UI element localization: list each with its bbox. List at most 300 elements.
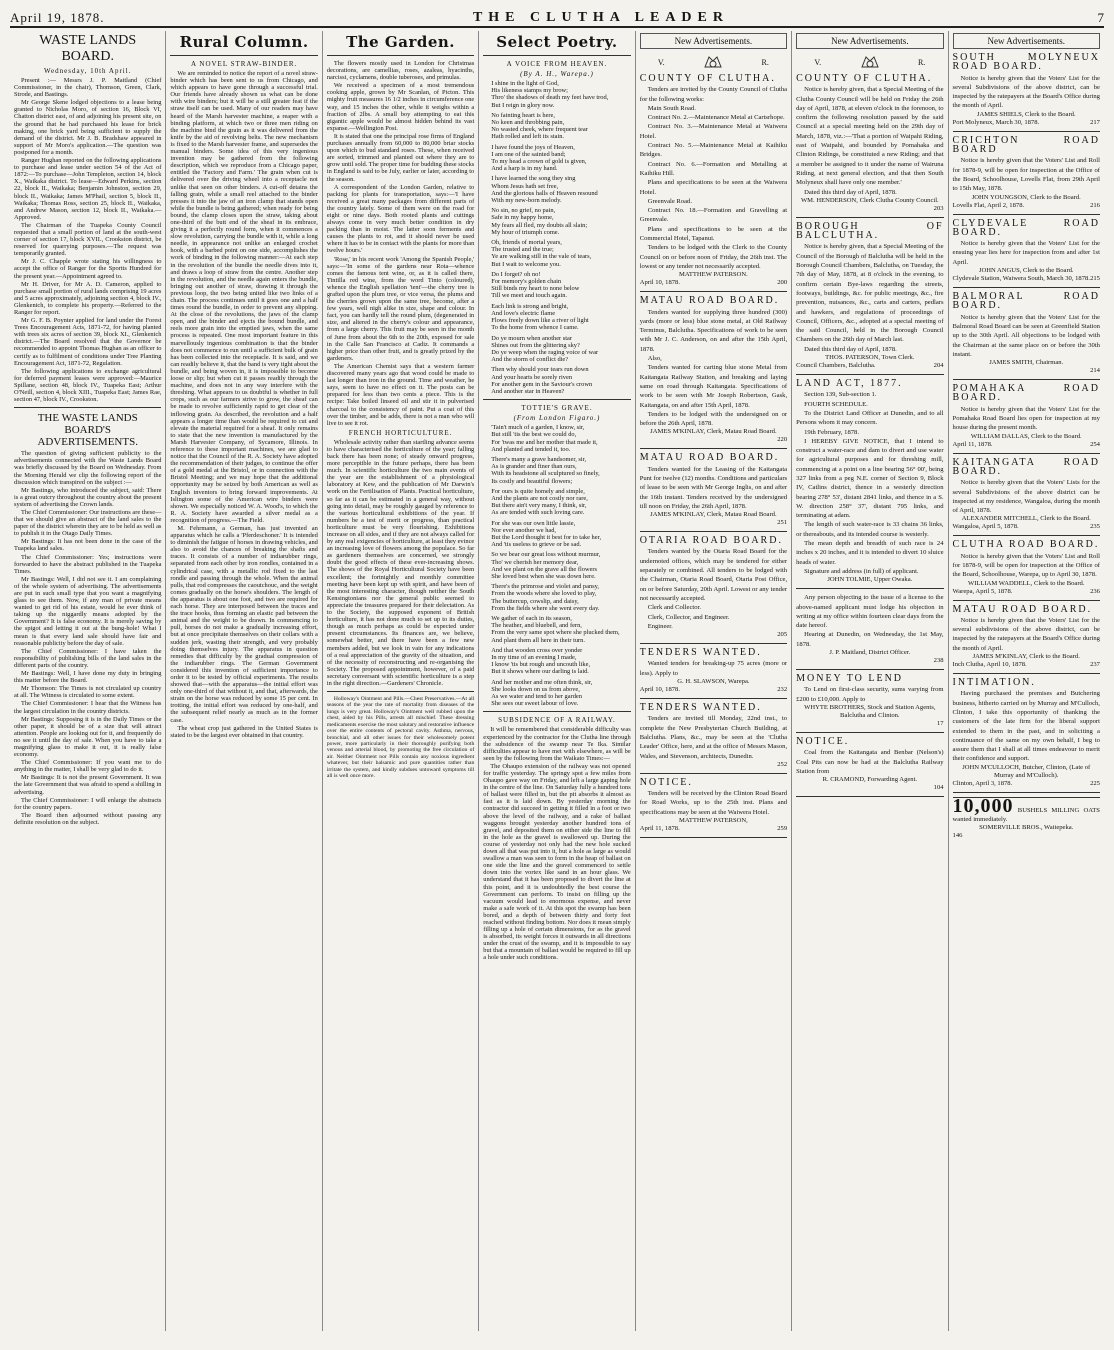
poem-line: Each link is strong and bright, bbox=[491, 302, 569, 310]
poem-line: For 'twas me and her mother that made it, bbox=[491, 438, 598, 446]
advertisement bbox=[953, 605, 1100, 674]
ad-number: 220 bbox=[777, 436, 788, 444]
advertisement bbox=[796, 737, 943, 797]
ad-text: Tenders will be received by the Clinton Road Board for Road Works, up to the 25th inst. Plans and specifications may be seen at the Waiwera Hotel. bbox=[639, 790, 788, 816]
bushels-number: 10,000 bbox=[952, 794, 1014, 817]
poem-line: My fears all fled, my doubts all slain; bbox=[491, 221, 588, 229]
paragraph: Mr Bastings: Well, I have done my duty in bringing this matter before the Board. bbox=[14, 670, 162, 685]
ads-list bbox=[796, 74, 943, 797]
paragraph: Mr Bastings: It has not been done in the case of the Tuapeka land sales. bbox=[14, 538, 162, 553]
poem-body bbox=[483, 424, 630, 707]
poem-line: Ye are walking still in the vale of tears, bbox=[491, 253, 592, 261]
poem-line: No fainting heart is here, bbox=[491, 111, 555, 119]
divider bbox=[327, 691, 474, 692]
poem-line: I have found the joys of Heaven, bbox=[491, 143, 575, 151]
divider bbox=[640, 773, 787, 774]
ad-heading: NOTICE. bbox=[639, 776, 693, 788]
ad-heading: TENDERS WANTED. bbox=[639, 647, 762, 659]
ad-number: 254 bbox=[1090, 440, 1100, 448]
divider bbox=[953, 600, 1100, 601]
poem-line: And a harp is in my hand. bbox=[491, 165, 558, 173]
poem-line: I shine in the light of God, bbox=[491, 80, 559, 87]
paragraph: Mr Bastings: It is not the present Government. It was the late Government that was afraid to spend a shilling in advertising. bbox=[14, 774, 162, 796]
vr-left: V. bbox=[657, 57, 665, 67]
divider bbox=[640, 291, 787, 292]
section-heading: Select Poetry. bbox=[496, 33, 618, 51]
ad-signature: WILLIAM DALLAS, Clerk to the Board. bbox=[970, 432, 1082, 440]
ad-date: Council Chambers, Balclutha. bbox=[796, 362, 876, 370]
section-heading: THE WASTE LANDS BOARD'S ADVERTISEMENTS. bbox=[37, 412, 138, 449]
poem-line: I have learned the song they sing bbox=[491, 175, 576, 183]
paragraph: Wholesale activity rather than startling advance seems to have characterised the horticulture of the year; falling back there has been none; of steady onward progress, more perceptible in the future perhaps, there has been much. In scientific horticulture the two main events of the year are the establishment of a physiological laboratory at Kew, and the publication of Mr Darwin's work on the Fertilisation of Plants. Practical horticulture, so far as it can be estimated in a general way, without going into detail, may be roughly gauged by reference to the various horticultural exhibitions of the year. If numbers be a test of merit or progress, than practical horticulture must be very flourishing. Exhibitions increase on all sides, and if they are not always called for by any real exigencies of horticulture, at least they evince an increasing love of flowers among the populace. So far as gardeners themselves are concerned, we strongly doubt the good effects of these ever-increasing shows. The shows of the Royal Horticultural Society have been excellent; the fortnightly and monthly committee meeting have been kept up with spirit, and have been of the most interesting character, though neither the South Kensingtonians nor the general public seemed to appreciate the treasures prepared for their delectation. As to the Society, the supposed exponent of British horticulture, it has not done much to set up to its duties, though as much perhaps as could be expected under present circumstances. Its finances are, we believe, somewhat better, and there have been a few new members added, but we look in vain for any indications of a real appreciation of the gravity of the situation, and of the necessity of reconstructing and re-organising the Society. The proposed appointment, however, of a paid secretary conversant with scientific horticulture is a step in the right direction.—Gardeners' Chronicle. bbox=[326, 438, 475, 687]
ad-text: Notice is hereby given that the Voters' List for the Balmoral Road Board can be seen at Greenfield Station up to the 30th April. All objections to be lodged with the Chairman at the same place on or before the 30th instant. bbox=[952, 313, 1100, 358]
ad-number: 104 bbox=[933, 784, 944, 792]
ad-signature: WILLIAM WADDELL, Clerk to the Board. bbox=[967, 579, 1085, 587]
ad-date: Clinton, April 3, 1878. bbox=[952, 779, 1013, 787]
poem-line: Oh, friends of mortal years, bbox=[491, 239, 562, 247]
ad-signature: THOS. PATERSON, Town Clerk. bbox=[825, 354, 915, 362]
divider bbox=[796, 217, 943, 218]
ad-text: Engineer. bbox=[647, 622, 673, 630]
paragraph: We received a specimen of a most tremendous cooking apple, grown by Mr Scanlan, of Picton. This mighty fruit measures 16 1/2 inches in circumference one way, and 15 inches the other, while it weighs within a fraction of 2lbs. A small boy attempting to eat this gigantic apple would be almost hidden behind its vast expanse.—Wellington Post. bbox=[326, 82, 475, 132]
advertisement bbox=[953, 678, 1100, 793]
paragraph: Mr Bastings, who introduced the subject, said: There is a great outcry throughout the country about the present system of advertising the Crown lands. bbox=[14, 486, 162, 508]
ads-header: New Advertisements. bbox=[953, 33, 1100, 49]
ad-signature: JOHN M'CULLOCH, Butcher, Clinton, (Late of Murray and M'Culloch). bbox=[962, 763, 1091, 779]
poem-line: With my new-born melody. bbox=[491, 197, 562, 205]
poem-line: She looks down on us from above, bbox=[491, 685, 580, 693]
advertisement bbox=[796, 222, 943, 375]
poem-line: Its costly and beautiful flowers; bbox=[491, 477, 573, 485]
divider bbox=[953, 673, 1100, 674]
paragraph: Mr Bastings: Well, I did not see it. I am complaining of the whole system of advertising. The advertisements are put in such small type that you want a magnifying glass to see them. Now, if any man of private means wanted to get rid of his estate, would he ever think of taking up the niggardly means adopted by the Government? It is false economy. It is merely saving by the spigot and letting it out at the bung-hole! What I mean is that every land sale should have fair and reasonable publicity before the day of sale. bbox=[14, 575, 162, 647]
ads-header: New Advertisements. bbox=[796, 33, 943, 49]
section-heading: WASTE LANDS BOARD. bbox=[39, 33, 137, 64]
divider bbox=[640, 531, 787, 532]
poem-line: In my time of an evening I made, bbox=[491, 654, 577, 662]
poem-line: Shines out from the glittering sky? bbox=[491, 341, 580, 349]
advertisement bbox=[640, 296, 787, 449]
ad-heading: MATAU ROAD BOARD. bbox=[952, 603, 1093, 615]
ad-text: Contract No. 18.—Formation and Gravelling at Greenvale. bbox=[639, 207, 788, 224]
poem-author: (From London Figaro.) bbox=[513, 414, 601, 423]
ad-number: 236 bbox=[1090, 587, 1100, 595]
poem-line: And the plants are not costly nor rare, bbox=[491, 494, 588, 502]
paragraph: The Chief Commissioner: Yes; instructions were forwarded to have the abstract published in the Tuapeka Times. bbox=[14, 553, 162, 575]
advertisement bbox=[640, 778, 787, 838]
poem-line: The trusted and the true; bbox=[491, 246, 554, 254]
ad-heading: LAND ACT, 1877. bbox=[796, 378, 903, 390]
bushels-ad bbox=[952, 794, 1100, 841]
paragraph: The Ohaupo extension of the railway was not opened for traffic yesterday. The springy spot a few miles from Ohaupo gave way on Friday, and left a large gaping hole in the centre of the line. On Saturday fully a hundred tons of ballast were filled in, but the pit absorbs it almost as fast as it is laid down. By yesterday morning the contractor did succeed in getting it filled in a foot or two above the level of the railway, and a rake of ballast waggons brought yesterday another hundred tons of gravel, and deposited them on either side the line to fill in the hole as the gravel is swallowed up. During the course of yesterday not only had the new hole sucked down all that was put into it, but a hole as large as would swallow a man was seen to form in the heap of ballast on one side the line and the gravel commenced to settle down into the vortex like sand in an hour glass. We understand that it has been proposed to divert the line at this point, and it is undoubtedly the best course the Government can perform. To insist on filling up the vacuum would lead to enormous expense, and never make a safe work of it. At this spot the swamp has been bored, and a depth of between thirty and forty feet reached without finding bottom. Nor does it mean simply filling up a hole of certain dimensions, for as the gravel is absorbed, its weight forces it outwards in all directions under the crust of the swamp, and it is impossible to say but that a mountain of ballast would be required to fill up a hole under such conditions. bbox=[483, 762, 631, 962]
ad-signature: WHYTE BROTHERS, Stock and Station Agents, Balclutha and Clinton. bbox=[804, 703, 936, 719]
poem-line: And 'tis useless to grieve or be sad. bbox=[491, 541, 582, 549]
poem-line: His likeness stamps my brow; bbox=[491, 87, 568, 95]
paragraph: Mr H. Driver, for Mr A. D. Cameron, applied to purchase small portion of rural lands comprising 19 acres and 5 acres approximately, adjoining section 4, block IV., Glenkenich, to complete his property.—Referred to the Ranger for report. bbox=[14, 280, 162, 316]
advertisement bbox=[640, 74, 787, 292]
poem-line: But still 'tis the best we could do, bbox=[491, 431, 577, 439]
ad-number: 146 bbox=[952, 832, 963, 840]
ad-text: Notice is hereby given, that a Special Meeting of the Council of the Borough of Balclutha will be held in the Borough Council Chambers, Balclutha, on Tuesday, the 7th day of May, 1878, at 8 o'clock in the evening, to confirm certain Bye-laws regarding the streets, footways, buildings, &c. for public meetings, &c., fire prevention, nuisances, &c., carts and carters, pedlars and hawkers, and regulations of proceedings of Council, Officers, &c., adopted at a special meeting of the said Council, held in the Borough Council Chambers on the 26th day of March last. bbox=[796, 243, 944, 344]
masthead bbox=[10, 6, 1104, 28]
article-body bbox=[327, 60, 474, 427]
ad-signature: MATTHEW PATERSON. bbox=[678, 271, 748, 279]
poem-line: For memory's golden chain bbox=[491, 278, 562, 286]
advertisement bbox=[953, 53, 1100, 132]
column-ads-3 bbox=[948, 31, 1104, 1331]
paragraph: The Board then adjourned without passing any definite resolution on the subject. bbox=[14, 811, 162, 826]
poem-line: I know 'tis but rough and uncouth like, bbox=[491, 661, 591, 669]
ad-number: 203 bbox=[933, 204, 944, 212]
paragraph: Mr George Skene lodged objections to a lease being granted to Nicholas Moro, of section 16, Block VI, Chatton district east, of and adjoining his present site, on the ground that he had purchased his lease for brick making, one brick yard being sufficient to supply the demand of the district. Mr J. B. Bradshaw appeared in support of Mr Moro's application.—The question was postponed for a month. bbox=[14, 99, 162, 156]
poem-line: From the very same spot where she plucked them, bbox=[491, 629, 620, 637]
paragraph: Mr J. C. Chapple wrote stating his willingness to accept the office of Ranger for the Sportts Hundred for the present year.—Appointment agreed to. bbox=[14, 258, 162, 280]
ads-list bbox=[953, 53, 1100, 793]
ad-text: Notice is hereby given that the Voters' List and Roll for 1878-9, will be open for inspection at the Office of the Board, Schoolhouse, Warepa, up to April 30, 1878. bbox=[952, 552, 1100, 579]
ad-number: 251 bbox=[777, 519, 788, 527]
ad-date: April 10, 1878. bbox=[639, 686, 680, 694]
poem-body bbox=[483, 80, 630, 395]
article-body bbox=[327, 439, 474, 687]
poem-line: And we plant on the grave all the flowers bbox=[491, 565, 598, 573]
poem-line: No keen and throbbing pain, bbox=[491, 119, 565, 127]
ad-number: 214 bbox=[1090, 367, 1100, 375]
ad-number: 237 bbox=[1090, 661, 1100, 669]
divider bbox=[796, 374, 943, 375]
ad-heading: CLYDEVALE ROAD BOARD. bbox=[952, 217, 1100, 238]
ad-text: Clerk, Collector, and Engineer. bbox=[647, 613, 730, 621]
ad-text: Greenvale Road. bbox=[647, 197, 692, 205]
royal-arms bbox=[640, 53, 787, 71]
ad-text: I HEREBY GIVE NOTICE, that I intend to construct a water-race and dam to divert and use water for agricultural purposes and for threshing mill, commencing at a point on a line bearing 56° 00', being 327 links from a peg N.E. corner of Section 9, Block IV, Catlins district, thence in a westerly direction bearing 278° 53', distant 2841 links, and thence in a S. W. direction 258° 37', distant 795 links, and terminating at adam. bbox=[796, 437, 944, 520]
column-garden bbox=[322, 31, 478, 1331]
poem-line: There's the primrose and violet and pansy, bbox=[491, 583, 600, 591]
ads-header: New Advertisements. bbox=[640, 33, 787, 49]
ad-signature: JAMES M'KINLAY, Clerk, Matau Road Board. bbox=[650, 428, 777, 436]
poem-line: From the fields where she went every day. bbox=[491, 604, 600, 612]
ad-text: Notice is hereby given that the Voters' Lists for the several Subdivisions of the above district can be inspected at my residence, Wangaloa, during the month of April, 1878. bbox=[952, 479, 1100, 515]
royal-arms bbox=[796, 53, 943, 71]
ad-text: FOURTH SCHEDULE. bbox=[804, 400, 868, 408]
advert-footnote: Holloway's Ointment and Pills.—Chest Preservatives.—At all seasons of the year the rate of mortality from diseases of the lungs is very great. Holloway's Ointment well rubbed upon the chest, aided by his Pills, arrests all mischief. These dressing medicaments exercise the most salutary and restorative influence over the entire contents of pectoral cavity. Asthma, nervous, bronchial, and all other issues for their wholesomely potent power, more particularly in their thoroughly purifying both venous and arterial blood, by promoting the free circulation of air. Neither Ointment nor Pills contain any noxious ingredient whatever, but their balsamic and pure quantities rather than irritate the system, and kindly subdues untoward symptoms till all is well once more. bbox=[326, 696, 475, 779]
ad-heading: INTIMATION. bbox=[952, 677, 1036, 689]
ad-text: To Lend on first-class security, sums varying from £200 to £10,000. Apply to bbox=[796, 686, 944, 703]
page-number: 7 bbox=[1097, 10, 1104, 25]
ad-signature: JOHN YOUNGSON, Clerk to the Board. bbox=[971, 193, 1081, 201]
ad-signature: MATTHEW PATERSON, bbox=[678, 817, 748, 824]
ad-date: Wangaloa, April 5, 1878. bbox=[952, 523, 1019, 531]
poem-line: But I reign in glory now. bbox=[491, 101, 555, 109]
poem-line: And the storm of conflict die? bbox=[491, 356, 569, 364]
divider bbox=[953, 214, 1100, 215]
ad-heading: MATAU ROAD BOARD. bbox=[639, 452, 780, 464]
advertisement bbox=[953, 292, 1100, 380]
ad-number: 204 bbox=[933, 362, 944, 370]
divider bbox=[953, 535, 1100, 536]
paragraph: The flowers mostly used in London for Christmas decorations, are camellias, roses, azaleas, hyacinths, narcissi, cyclamens, double tuberoses, and primulas. bbox=[326, 60, 475, 82]
advertisement bbox=[953, 384, 1100, 453]
paragraph: The Chief Commissioner: Our instructions are these—that we should give an abstract of the land sales to the paper of the district wherein they are to be held as well as to publish it in the Otago Daily Times. bbox=[14, 508, 162, 538]
ad-text: Contract No. 6.—Formation and Metalling at Kaihiku Hill. bbox=[639, 160, 788, 177]
ad-heading: OTARIA ROAD BOARD. bbox=[639, 535, 783, 547]
poem-line: Do ye mourn when another star bbox=[491, 334, 573, 342]
advertisement bbox=[640, 703, 787, 774]
paragraph: The American Chemist says that a western farmer discovered many years ago that wood could be made to last longer than iron in the ground. Time and weather, he says, seem to have no effect on it. The posts can be prepared for less than two cents a piece. This is the recipe: Take boiled linseed oil and stir it in pulverised charcoal to the consistency of paint. Put a coat of this over the timber, and be adds, there is not a man who will live to see it rot. bbox=[326, 362, 475, 427]
paragraph: It is stated that one the principal rose firms of England purchases annually from 60,000 to 80,000 briar stocks upon which to bud standard roses. These, when received are sorted, trimmed and planted out where they are to grow until sold. The proper time for budding these stocks in England is said to be July, earlier or later, according to the season. bbox=[326, 132, 475, 183]
paragraph: Mr Thomson: The Times is not circulated up country at all. The Witness is circulated to some extent. bbox=[14, 685, 162, 700]
subheading: SUBSIDENCE OF A RAILWAY. bbox=[498, 716, 616, 725]
advertisement bbox=[953, 136, 1100, 215]
article-body bbox=[483, 726, 630, 961]
divider bbox=[483, 399, 630, 400]
ad-text: Plans and specifications to be seen at the Commercial Hotel, Tapanui. bbox=[639, 225, 788, 243]
ad-text: Contract No. 5.—Maintenance Metal at Kaihiku Bridges. bbox=[639, 142, 788, 159]
paragraph: The Chief Commissioner: I hear that the Witness has the largest circulation in the country districts. bbox=[14, 700, 162, 715]
ad-signature: JAMES M'KINLAY, Clerk to the Board. bbox=[972, 653, 1080, 661]
crest-icon bbox=[858, 53, 882, 71]
ad-number: 259 bbox=[777, 825, 788, 832]
divider bbox=[170, 55, 317, 56]
ad-text: Notice is hereby given that the Voters' List for the several subdivisions of the above district, can be inspected by the ratepayers at the Board's Office during the month of April. bbox=[952, 616, 1100, 652]
poem-line: But there ain't very many, I think, sir, bbox=[491, 502, 587, 510]
advertisement bbox=[796, 593, 943, 670]
ad-number: 215 bbox=[1090, 275, 1100, 283]
ad-text: Signature and address (in full) of applicant. bbox=[804, 567, 919, 575]
ad-date: Inch Clutha, April 10, 1878. bbox=[952, 661, 1027, 669]
ad-number: 238 bbox=[933, 657, 944, 665]
divider bbox=[483, 711, 630, 712]
advertisement bbox=[796, 674, 943, 733]
ad-signature: G. H. SLAWSON, Warepa. bbox=[677, 678, 750, 686]
ad-text: Contract No. 3.—Maintenance Metal at Waiwera Hotel. bbox=[639, 123, 788, 140]
paragraph: The Chief Commissioner: I have taken the responsibility of publishing bills of the land sales in the different parts of the country. bbox=[14, 647, 162, 669]
ad-date: April 10, 1878. bbox=[639, 279, 680, 287]
ad-heading: TENDERS WANTED. bbox=[639, 702, 762, 714]
advertisement bbox=[640, 453, 787, 532]
poem-line: And love's electric flame bbox=[491, 309, 556, 317]
paragraph: It will be remembered that considerable difficulty was experienced by the contractor for the Clutha line through the subsidence of the swamp near Te Ika. Similar difficulties appear to have met with elsewhere, as will be seen by the following from the Waikato Times:— bbox=[483, 726, 631, 762]
poem-line: We gather of each in its season, bbox=[491, 615, 572, 622]
divider bbox=[953, 379, 1100, 380]
ad-number: 225 bbox=[1090, 779, 1100, 787]
paragraph: The Chief Commissioner: If you want me to do anything in the matter, I shall be very glad to do it. bbox=[14, 759, 162, 774]
ad-text: Tenders to be lodged with the Clerk to the County Council on or before noon of Friday, the 26th inst. The lowest or any tender not necessarily accepted. bbox=[639, 244, 788, 270]
poem-line: Do I forget? oh no! bbox=[491, 270, 541, 278]
article-body bbox=[14, 450, 161, 826]
masthead-date: April 19, 1878. bbox=[10, 10, 105, 25]
ad-text: Notice is hereby given that the Voters' List for the several Subdivisions of the above district, can be inspected by the ratepayers at the Board's Office during the month of April. bbox=[952, 74, 1100, 110]
poem-line: So we bear our great loss without murmur, bbox=[491, 551, 601, 559]
ad-text: Also, bbox=[647, 355, 662, 363]
ad-text: Main South Road. bbox=[647, 104, 696, 112]
paragraph: 'Rose,' in his recent work 'Among the Spanish People,' says:—'In some of the gardens near Rota—whence comes the famous tent wine, or, as it is called there, Tintilla red wine, from the word Tinto (coloured), whence the English spellation 'tent'—the cherry tree is grafted upon the plum tree, or vice versa, the plums and the cherries grown upon the same tree, become, after a few years, well nigh alike in size, shape and colour. In fact, you can hardly tell the round plum, (degenerated in size, and altered in the cherry's colour and appearance, from a large cherry. This fruit may be seen in the month of June from about the 6th to the 20th, exposed for sale in the Calle San Francisco at Cadiz. It commands a higher price than other fruit, and is greatly prized by the gardeners. bbox=[326, 255, 475, 362]
paragraph: The wheat crop just gathered in the United States is stated to be the largest ever obtained in that country. bbox=[170, 724, 318, 739]
poem-line: But the Lord thought it best for to take her, bbox=[491, 533, 602, 541]
divider bbox=[796, 796, 943, 797]
poem-line: And your hearts be sorely riven bbox=[491, 373, 573, 381]
ad-heading: COUNTY OF CLUTHA. bbox=[796, 73, 933, 84]
section-heading: The Garden. bbox=[346, 33, 456, 51]
paragraph: Present :— Messrs J. P. Maitland (Chief Commissioner, in the chair), Thomson, Green, Clark, Strode, and Bastings. bbox=[14, 77, 162, 99]
ad-signature: ALEXANDER MITCHELL, Clerk to the Board. bbox=[961, 515, 1091, 523]
ad-text: Notice is hereby given that the Voters' List for the Pomahaka Road Board lies open for inspection at my house during the present month. bbox=[952, 405, 1100, 432]
poem-line: And her mother and me often think, sir, bbox=[491, 678, 593, 686]
column-rural bbox=[165, 31, 321, 1331]
poem-line: Do ye weep when the raging voice of war bbox=[491, 348, 599, 356]
paragraph: Mr Bastings: Supposing it is in the Daily Times or the other paper, it should be of a size that will attract attention. People are looking out for it, and frequently do no see it until the day of sale. When you have to take a magnifying glass to make it out, it is really false economy. bbox=[14, 715, 162, 759]
paragraph: Mr G. F. B. Poynter applied for land under the Forest Trees Encouragement Acts, 1871-72, for having planted with trees six acres of section 39, block XI., Glenkenich district.—The Board resolved that the Governor be recommended to appoint Thomas Hughan as an officer to certify as to fulfilment of conditions under Tree Planting Encouragement Act, 1871-72, Regulation. bbox=[14, 317, 162, 367]
ad-number: 232 bbox=[777, 686, 788, 694]
poem-line: And another star in Heaven? bbox=[491, 387, 565, 395]
ad-heading: KAITANGATA ROAD BOARD. bbox=[952, 456, 1100, 477]
ad-signature: WM. HENDERSON, Clerk Clutha County Council. bbox=[800, 196, 939, 204]
divider bbox=[14, 407, 161, 408]
poem-line: Still binds my heart to none below bbox=[491, 285, 580, 293]
ad-signature: JOHN ANGUS, Clerk to the Board. bbox=[978, 267, 1074, 275]
column-waste-lands bbox=[10, 31, 165, 1331]
poem-line: Whom Jesus hath set free, bbox=[491, 182, 559, 190]
ad-text: Any person objecting to the issue of a license to the above-named applicant must lodge his objection in writing at my office within fourteen clear days from the date hereof. bbox=[796, 594, 944, 630]
divider bbox=[327, 55, 474, 56]
ad-heading: NOTICE. bbox=[796, 735, 850, 747]
ad-heading: MONEY TO LEND bbox=[796, 673, 904, 685]
vr-right: R. bbox=[917, 57, 926, 67]
ad-number: 200 bbox=[777, 279, 788, 287]
ad-text: Tenders are invited by the County Council of Clutha for the following works: bbox=[639, 86, 788, 103]
poem-line: But I wait to welcome you. bbox=[491, 260, 561, 268]
ad-text: To the District Land Officer at Dunedin, and to all Persons whom it may concern. bbox=[796, 409, 944, 427]
paragraph: The following applications to exchange agricultural for deferred payment leases were approved:—Maurice Spillane, section 48, block IV., Tuapeka East; Arthur O'Neill, section 4, block XIII., Tuapeka East; James Rae, section 47, block IV., Crookston. bbox=[14, 367, 162, 404]
poem-line: And planted and tended it, too. bbox=[491, 445, 571, 453]
article-body bbox=[170, 70, 317, 739]
poem-line: Hath rolled and left its stain. bbox=[491, 133, 565, 141]
column-ads-2 bbox=[791, 31, 947, 1331]
ad-text: Hearing at Dunedin, on Wednesday, the 1st May, 1878. bbox=[796, 631, 944, 648]
ad-signature: JAMES SMITH, Chairman. bbox=[989, 359, 1064, 367]
ad-text: Notice is hereby given that the Voters' List and Roll for 1878-9, will be open for inspection at the Office of the Board, Schoolhouse, Lovells Flat, from 29th April to 15th May, 1878. bbox=[952, 157, 1100, 193]
poem-line: For she was our own little lassie, bbox=[491, 519, 576, 527]
divider bbox=[640, 448, 787, 449]
poem-line: And that wooden cross over yonder bbox=[491, 646, 583, 654]
paragraph: We are reminded to notice the report of a novel straw-binder which has been sent to us from Chicago, and which appears to have gone through a successful trial. Our friends have already shown us what can be done with wire binders; but it will be a still greater feat if the straw itself can be used. Many of our readers may have heard of the Marsh harvester machine, a reaper with a binding platform, at which two or three men riding on the machine bind the grain as it was delivered from the knife by the aid of revolving belts. The new mechanism is fixed to the Marsh harvester frame, and supersedes the manual binders. Some idea of this very ingenious invention may be gathered from the following description, which we reproduce from a Chicago paper, entitled the 'Factory and Farm.' The grain when cut is delivered over the driving wheel into a receptacle not unlike that seen on other binders. A cut-off detains the falling grain, while a small reel attached to the binder presses it into the jaw of an iron clamp that stands open while the bundle is being gathered; when ready for being bound, the clamp closes upon the straw, taking about one-third of the butt end of the sheaf in its embrace, giving it a perfectly round form, when it commences a slow revolution, carrying the bundle with it, while a long needle, in appearance not unlike an enlarged crochet hook, with a barbed point on one side, accomplishes the work of binding in the following manner:—At each step in the revolution of the bundle the needle dives into it, and draws a loop of straw from the centre. Another step in the revolution, and the needle again enters the bundle, bringing out another of straw, drawing it through the previous loop, the two being united like two links of a chain. The process continues until it goes one and a half times round the bundle, in order to prevent any slipping. At the close of the revolutions, the jaws of the clamp open, and the binder and ejects the bound bundle, and reels more grain into the emptied jaws, when the same process is repeated. One most important feature in this marvellously ingenious combination is that the binder does not commence to run until a sufficient bulk of grain has been collected into the receptacle. It is said, and we can readily believe it, that the band is very tight about the bundle, and being woven in, it is impossible to become loose or slip; but when cut it passes readily through the machine, and does not in any way interfere with the threshing. What appears to us doubtful is whether in full crops, such as our farmers strive to grow, the sheaf can be made to revolve sufficiently rapid to get clear of the inflowing grain. As described, the revolution and a half appears a longer time than would be required to cut and elevate the material required for a sheaf. It only remains to state that the new invention is manufactured by the Marsh Harvester Company, of Sycamore, Illinois. In reference to these important machines, we are glad to notice that the Council of the R. A. Society have adopted the recommendation of their judges, to continue the offer of a gold medal at the Bristol, or in connection with the Bristol Meeting; and we may hope that the additional opportunity may be seized by both American as well as English inventors to bring forward improvements. At Islington some of the American wire binders were shown. We especially noticed W. A. Wood's, to which the R. A. Society have awarded a silver medal as a recognition of progress.—The Field. bbox=[170, 70, 318, 524]
poem-line: And plant them all here in their turn. bbox=[491, 636, 585, 644]
subheading: A NOVEL STRAW-BINDER. bbox=[190, 60, 298, 68]
poem-title: TOTTIE'S GRAVE. bbox=[521, 404, 593, 413]
divider bbox=[953, 792, 1100, 793]
poem-line: But it shows where our darling is laid. bbox=[491, 668, 589, 676]
dateline: Wednesday, 10th April. bbox=[43, 67, 132, 75]
poem-line: As are tended with such loving care. bbox=[491, 509, 585, 517]
divider bbox=[796, 669, 943, 670]
ad-text: Tenders wanted for supplying three hundred (300) yards (more or less) blue stone metal, at Old Railway Terminus, Balclutha. Specifications of work to be seen with Mr J. C. Anderson, on and after the 15th April, 1878. bbox=[639, 308, 788, 353]
vr-left: V. bbox=[814, 57, 822, 67]
ad-date: Port Molyneux, March 30, 1878. bbox=[952, 118, 1040, 126]
ad-number: 216 bbox=[1090, 201, 1100, 209]
poem-line: Tho' we cherish her memory dear, bbox=[491, 558, 579, 566]
divider bbox=[640, 643, 787, 644]
paragraph: The Chief Commissioner: I will enlarge the abstracts for the country papers. bbox=[14, 796, 162, 811]
divider bbox=[953, 131, 1100, 132]
ad-text: Coal from the Kaitangata and Benbar (Nelson's) Coal Pits can now be had at the Balclutha Railway Station from bbox=[796, 749, 944, 775]
poem-line: As is grander and finer than ours, bbox=[491, 463, 577, 471]
ad-signature: JAMES SHIELS, Clerk to the Board. bbox=[976, 110, 1076, 118]
ad-text: Tenders to be lodged with the undersigned on or before the 26th April, 1878. bbox=[639, 410, 788, 428]
ad-number: 17 bbox=[936, 719, 944, 727]
advertisement bbox=[640, 536, 787, 644]
ad-heading: POMAHAKA ROAD BOARD. bbox=[952, 383, 1100, 404]
poem-line: The heather, and bluebell, and fern, bbox=[491, 622, 582, 630]
paragraph: A correspondent of the London Garden, relative to packing for plants for transportation, says:—'I have received a great many packages from different parts of the country lately. Some of them were on the road for eight or nine days. Both rooted plants and cuttings always come in very much better condition in dry packing than in moist. The latter soon ferments and causes the plants to rot, and it should never be used where it has to be in contact with the plants for more than twelve hours.' bbox=[326, 183, 475, 255]
ad-heading: BALMORAL ROAD BOARD. bbox=[952, 291, 1100, 312]
poem-line: 'Tain't much of a garden, I know, sir, bbox=[491, 424, 585, 432]
poem-line: Then why should your tears run down bbox=[491, 366, 589, 374]
ad-text: Tenders wanted by the Otaria Road Board for the undernoted offices, which may be tendered for either separately or combined. All tenders to be lodged with the Chairman, Otaria Road Board, Otaria Post Office, on or before Saturday, 20th April. Lowest or any tender not necessarily accepted. bbox=[639, 548, 788, 602]
ad-number: 205 bbox=[777, 631, 788, 639]
divider bbox=[953, 453, 1100, 454]
ad-text: Dated this third day of April, 1878. bbox=[804, 188, 897, 196]
ad-text: Notice is hereby given, that a Special Meeting of the Clutha County Council will be held on Friday the 26th day of April, 1878, at eleven o'clock in the forenoon, to confirm the following resolution passed by the said Council at a special meeting held on the 29th day of March, 1878, viz.:—'That a portion of Waipahi Riding, east of Waipahi, and bounded by Pomahaka and Clinton Ridings, be constituted a new Riding; and that a member be assigned to it under the name of Wairuna Riding, at next general election, and that then South Molyneux shall have only one member.' bbox=[796, 86, 944, 187]
poem-line: Nor ever another we had, bbox=[491, 526, 557, 534]
column-ads-1 bbox=[635, 31, 791, 1331]
poem-line: Till we meet and touch again. bbox=[491, 292, 567, 300]
paragraph: M. Fehrmann, a German, has just invented an apparatus which he calls a 'Pferdeschoner.' It is intended to diminish the fatigue of horses in drawing vehicles, and also to avoid the chances of breaking the shafts and traces. It consists of a number of indiarubber rings, separated from each other by iron rondles, contained in a cylindrical case, with a metallic rod fixed to the last rondle and passing through the whole. When the animal pulls, that rod compresses the caoutchouc, and the weight comes gradually on the horse's shoulders. The length of the apparatus is about one foot, and two are required for each horse. They are interposed between the traces and the trace hooks, thus forming an elastic pad between the animal and the weight to be drawn. In commencing to pull, horses do not make a gradually increasing effort, but at once precipitate themselves on their collars with a sudden jerk, wasting their strength, and very probably doing themselves injury. The apparatus in question remedies that difficulty by the gradual compression of the indiarubber rings. The German Government considered this invention of sufficient importance to order it to be tested by official experiments. The results showed that—with the apparatus—the initial effort was only one-third of that without it, and that, afterwards, the strain on the horse was reduced by some 15 per cent. In trotting, the initial effort was reduced by one-half, and the subsequent relief nearly as much as in the former case. bbox=[170, 525, 318, 724]
ad-number: 235 bbox=[1090, 523, 1100, 531]
crest-icon bbox=[701, 53, 725, 71]
ad-text: Tenders wanted for carting blue stone Metal from Kaitangata Railway Station, and breaking and laying same on road through Kaitangata. Specifications of work to be seen with Mr Joseph Robertson, Gask, Kaitangata, on and after 15th April, 1878. bbox=[639, 364, 788, 409]
poem-line: I am one of the sainted band; bbox=[491, 150, 566, 158]
ad-text: Plans and specifications to be seen at the Waiwera Hotel. bbox=[639, 179, 788, 196]
poem-line: There's many a grave handsomer, sir, bbox=[491, 455, 587, 463]
poem-author: (By A. H., Warepa.) bbox=[520, 70, 594, 78]
poem-line: As we water and tend to her garden bbox=[491, 693, 582, 701]
column-poetry bbox=[478, 31, 634, 1331]
ad-date: Lovells Flat, April 2, 1878. bbox=[952, 201, 1025, 209]
ad-text: Having purchased the premises and Butchering business, hitherto carried on by Murray and M'Culloch, Clinton, I take this opportunity of thanking the customers of the late firm for the liberal support extended to them in the past, and in soliciting a continuance of the same on my own behalf, I beg to assure them that I shall at all times endeavour to merit their confidence and support. bbox=[952, 690, 1100, 763]
ad-text: Dated this third day of April, 1878. bbox=[804, 345, 897, 353]
poem-line: Thro' the shadows of death my feet have trod, bbox=[491, 94, 609, 102]
ad-heading: CRICHTON ROAD BOARD bbox=[952, 134, 1100, 156]
poem-line: The buttercup, cowslip, and daisy, bbox=[491, 597, 579, 605]
ad-text: The length of such water-race is 33 chains 36 links, or thereabouts, and its intended course is westerly. bbox=[796, 521, 944, 538]
ad-heading: COUNTY OF CLUTHA. bbox=[639, 73, 776, 84]
poem-title: A VOICE FROM HEAVEN. bbox=[506, 60, 608, 68]
ad-number: 217 bbox=[1090, 118, 1100, 126]
divider bbox=[640, 698, 787, 699]
poem-line: For ours is quite homely and simple, bbox=[491, 487, 585, 495]
poem-line: To the home from whence I came. bbox=[491, 324, 579, 332]
divider bbox=[483, 55, 630, 56]
ad-heading: MATAU ROAD BOARD. bbox=[639, 295, 780, 307]
vr-right: R. bbox=[761, 57, 769, 67]
ad-number: 252 bbox=[777, 760, 788, 768]
ad-date: April 11, 1878. bbox=[639, 825, 680, 832]
ads-list bbox=[640, 74, 787, 838]
ad-signature: J. P. Maitland, District Officer. bbox=[829, 649, 911, 657]
ad-signature: JOHN TOLMIE, Upper Owaka. bbox=[827, 576, 913, 584]
advertisement bbox=[796, 74, 943, 218]
ad-text: Notice is hereby given that the Voters' List for the ensuing year lies here for inspection from and after 1st April. bbox=[952, 240, 1100, 266]
divider bbox=[796, 588, 943, 589]
ad-text: The mean depth and breadth of such race is 24 inches x 20 inches, and it is intended to divert 10 sluice heads of water. bbox=[796, 540, 944, 566]
ad-heading: BOROUGH OF BALCLUTHA. bbox=[796, 220, 944, 242]
ad-text: Contract No. 2.—Maintenance Metal at Cartsrhope. bbox=[647, 114, 785, 122]
masthead-title: THE CLUTHA LEADER bbox=[472, 10, 729, 25]
advertisement bbox=[953, 458, 1100, 537]
ad-text: Section 139, Sub-section 1. bbox=[804, 391, 877, 399]
ad-text: Wanted tenders for breaking-up 75 acres (more or less). Apply to bbox=[639, 660, 788, 677]
ad-heading: SOUTH MOLYNEUX ROAD BOARD. bbox=[952, 52, 1100, 73]
section-heading: Rural Column. bbox=[179, 33, 309, 51]
